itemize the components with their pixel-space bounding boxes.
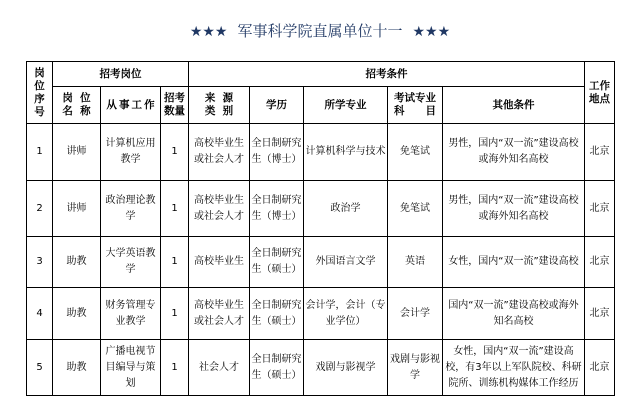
cell-work: 广播电视节目编导与策划: [101, 340, 161, 396]
cell-source: 社会人才: [189, 340, 250, 396]
header-location: [585, 62, 615, 124]
cell-work: 财务管理专业教学: [101, 288, 161, 340]
cell-education: 全日制研究生（硕士）: [250, 237, 304, 288]
header-education: 学历: [250, 87, 304, 124]
cell-name: 助教: [53, 288, 101, 340]
header-row-columns: [27, 87, 615, 124]
cell-work: 大学英语教学: [101, 237, 161, 288]
header-row-groups: [27, 62, 615, 87]
cell-location: 北京: [585, 181, 615, 237]
cell-location: 北京: [585, 124, 615, 181]
recruitment-table: [26, 61, 615, 396]
cell-location: 北京: [585, 237, 615, 288]
header-other: 其他条件: [443, 87, 585, 124]
cell-major: 戏剧与影视学: [304, 340, 388, 396]
cell-exam: 英语: [388, 237, 443, 288]
cell-exam: 会计学: [388, 288, 443, 340]
cell-seq: 3: [27, 237, 53, 288]
header-count-label: 招考数量: [164, 92, 185, 117]
cell-count: 1: [161, 340, 189, 396]
cell-education: 全日制研究生（硕士）: [250, 288, 304, 340]
table-body: [27, 124, 615, 396]
cell-seq: 2: [27, 181, 53, 237]
cell-other: 国内“双一流”建设高校或海外知名高校: [443, 288, 585, 340]
header-group-position: 招考岗位: [53, 62, 189, 87]
header-exam: [388, 87, 443, 124]
cell-exam: 戏剧与影视学: [388, 340, 443, 396]
page-title: [0, 20, 640, 42]
cell-education: 全日制研究生（硕士）: [250, 340, 304, 396]
cell-other: 女性，国内“双一流”建设高校，有3年以上军队院校、科研院所、训练机构媒体工作经历: [443, 340, 585, 396]
cell-location: 北京: [585, 288, 615, 340]
header-work: [101, 87, 161, 124]
cell-source: 高校毕业生: [189, 237, 250, 288]
cell-seq: 5: [27, 340, 53, 396]
cell-count: 1: [161, 181, 189, 237]
header-work-label: 从事工作: [106, 98, 155, 111]
cell-seq: 4: [27, 288, 53, 340]
cell-major: 外国语言文学: [304, 237, 388, 288]
header-name: [53, 87, 101, 124]
header-group-conditions: 招考条件: [189, 62, 585, 87]
cell-source: 高校毕业生或社会人才: [189, 124, 250, 181]
cell-source: 高校毕业生或社会人才: [189, 288, 250, 340]
cell-education: 全日制研究生（博士）: [250, 124, 304, 181]
header-source-label: 来源类别: [204, 92, 234, 117]
header-exam-label: 考试专业科目: [394, 92, 436, 117]
cell-major: 政治学: [304, 181, 388, 237]
cell-other: 女性，国内“双一流”建设高校: [443, 237, 585, 288]
table-header: [27, 62, 615, 124]
header-count: [161, 87, 189, 124]
cell-name: 讲师: [53, 181, 101, 237]
table-row: [27, 288, 615, 340]
cell-work: 政治理论教学: [101, 181, 161, 237]
page-title-text: 军事科学院直属单位十一: [237, 22, 403, 40]
cell-seq: 1: [27, 124, 53, 181]
header-major: 所学专业: [304, 87, 388, 124]
cell-other: 男性，国内“双一流”建设高校或海外知名高校: [443, 124, 585, 181]
cell-other: 男性，国内“双一流”建设高校或海外知名高校: [443, 181, 585, 237]
cell-major: 计算机科学与技术: [304, 124, 388, 181]
cell-count: 1: [161, 124, 189, 181]
cell-name: 助教: [53, 340, 101, 396]
header-location-label: 工作地点: [589, 79, 610, 105]
stars-left-decoration: ★★★: [189, 24, 228, 40]
cell-source: 高校毕业生或社会人才: [189, 181, 250, 237]
table-row: [27, 340, 615, 396]
stars-right-decoration: ★★★: [412, 24, 451, 40]
cell-count: 1: [161, 237, 189, 288]
cell-count: 1: [161, 288, 189, 340]
cell-name: 讲师: [53, 124, 101, 181]
header-name-label: 岗位名称: [62, 92, 91, 117]
table-row: [27, 124, 615, 181]
cell-exam: 免笔试: [388, 124, 443, 181]
header-seq: [27, 62, 53, 124]
table-row: [27, 181, 615, 237]
cell-name: 助教: [53, 237, 101, 288]
cell-work: 计算机应用教学: [101, 124, 161, 181]
table-row: [27, 237, 615, 288]
cell-major: 会计学，会计（专业学位）: [304, 288, 388, 340]
cell-location: 北京: [585, 340, 615, 396]
header-seq-label: 岗位序号: [34, 66, 45, 118]
header-source: [189, 87, 250, 124]
cell-education: 全日制研究生（博士）: [250, 181, 304, 237]
cell-exam: 免笔试: [388, 181, 443, 237]
